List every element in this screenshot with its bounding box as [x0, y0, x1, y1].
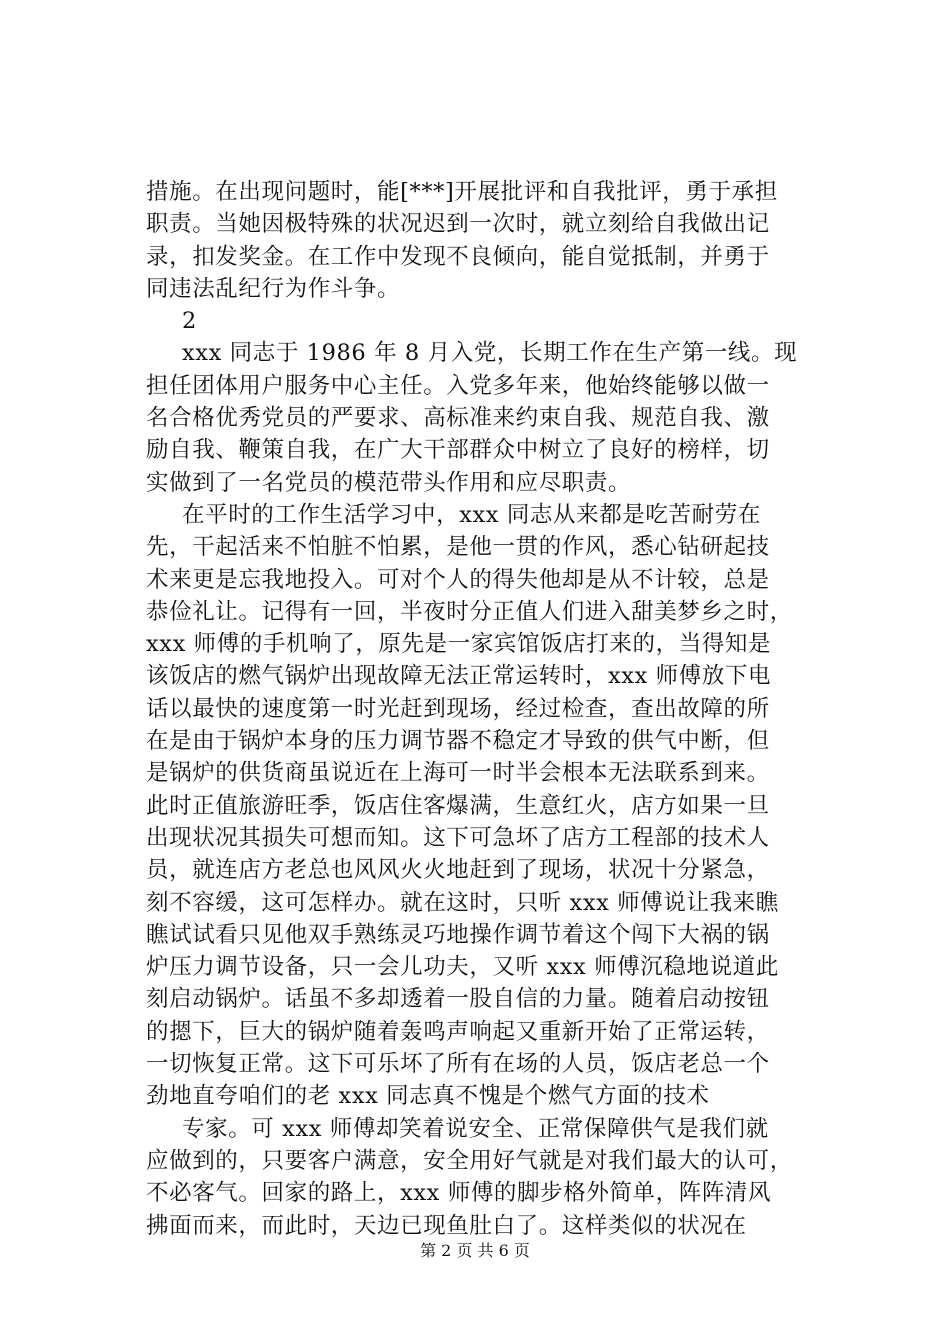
- text-line: 2: [182, 308, 197, 335]
- text-line: xxx 同志于 1986 年 8 月入党，长期工作在生产第一线。现: [182, 340, 798, 367]
- text-line: 是锅炉的供货商虽说近在上海可一时半会根本无法联系到来。: [146, 760, 770, 787]
- text-line: 措施。在出现问题时，能[***]开展批评和自我批评，勇于承担: [146, 179, 778, 205]
- text-line: 的摁下，巨大的锅炉随着轰鸣声响起又重新开始了正常运转，: [146, 1018, 770, 1045]
- text-line: xxx 师傅的手机响了，原先是一家宾馆饭店打来的，当得知是: [146, 631, 772, 658]
- text-line: 先，干起活来不怕脏不怕累，是他一贯的作风，悉心钻研起技: [146, 534, 770, 561]
- document-body: [146, 176, 836, 1242]
- text-line: 名合格优秀党员的严要求、高标准来约束自我、规范自我、激: [146, 405, 770, 432]
- text-line: 不必客气。回家的路上，xxx 师傅的脚步格外简单，阵阵清风: [146, 1180, 772, 1207]
- page-footer: [0, 1241, 950, 1261]
- text-line: 劲地直夸咱们的老 xxx 同志真不愧是个燃气方面的技术: [146, 1083, 710, 1110]
- text-line: 刻启动锅炉。话虽不多却透着一股自信的力量。随着启动按钮: [146, 986, 770, 1013]
- text-line: 录，扣发奖金。在工作中发现不良倾向，能自觉抵制，并勇于: [146, 243, 770, 270]
- text-line: 瞧试试看只见他双手熟练灵巧地操作调节着这个闯下大祸的锅: [146, 921, 770, 948]
- text-line: 炉压力调节设备，只一会儿功夫，又听 xxx 师傅沉稳地说道此: [146, 954, 779, 981]
- text-line: 在是由于锅炉本身的压力调节器不稳定才导致的供气中断，但: [146, 728, 770, 755]
- text-line: 职责。当她因极特殊的状况迟到一次时，就立刻给自我做出记: [146, 211, 770, 238]
- page-number-label: 第 2 页 共 6 页: [420, 1241, 530, 1260]
- text-line: 同违法乱纪行为作斗争。: [146, 275, 401, 302]
- text-line: 话以最快的速度第一时光赶到现场，经过检查，查出故障的所: [146, 695, 770, 722]
- text-line: 术来更是忘我地投入。可对个人的得失他却是从不计较，总是: [146, 566, 770, 593]
- text-line: 员，就连店方老总也风风火火地赶到了现场，状况十分紧急，: [146, 857, 770, 884]
- text-line: 此时正值旅游旺季，饭店住客爆满，生意红火，店方如果一旦: [146, 792, 770, 819]
- text-line: 实做到了一名党员的模范带头作用和应尽职责。: [146, 469, 632, 496]
- text-line: 出现状况其损失可想而知。这下可急坏了店方工程部的技术人: [146, 824, 770, 851]
- text-line: 一切恢复正常。这下可乐坏了所有在场的人员，饭店老总一个: [146, 1051, 770, 1078]
- text-line: 恭俭礼让。记得有一回，半夜时分正值人们进入甜美梦乡之时，: [146, 598, 793, 625]
- text-line: 应做到的，只要客户满意，安全用好气就是对我们最大的认可，: [146, 1147, 793, 1174]
- text-line: 专家。可 xxx 师傅却笑着说安全、正常保障供气是我们就: [182, 1115, 769, 1142]
- text-line: 刻不容缓，这可怎样办。就在这时，只听 xxx 师傅说让我来瞧: [146, 889, 779, 916]
- text-line: 励自我、鞭策自我，在广大干部群众中树立了良好的榜样，切: [146, 437, 770, 464]
- text-line: 拂面而来，而此时，天边已现鱼肚白了。这样类似的状况在: [146, 1212, 747, 1239]
- text-line: 该饭店的燃气锅炉出现故障无法正常运转时，xxx 师傅放下电: [146, 663, 772, 690]
- text-line: 担任团体用户服务中心主任。入党多年来，他始终能够以做一: [146, 372, 770, 399]
- text-line: 在平时的工作生活学习中，xxx 同志从来都是吃苦耐劳在: [182, 501, 761, 528]
